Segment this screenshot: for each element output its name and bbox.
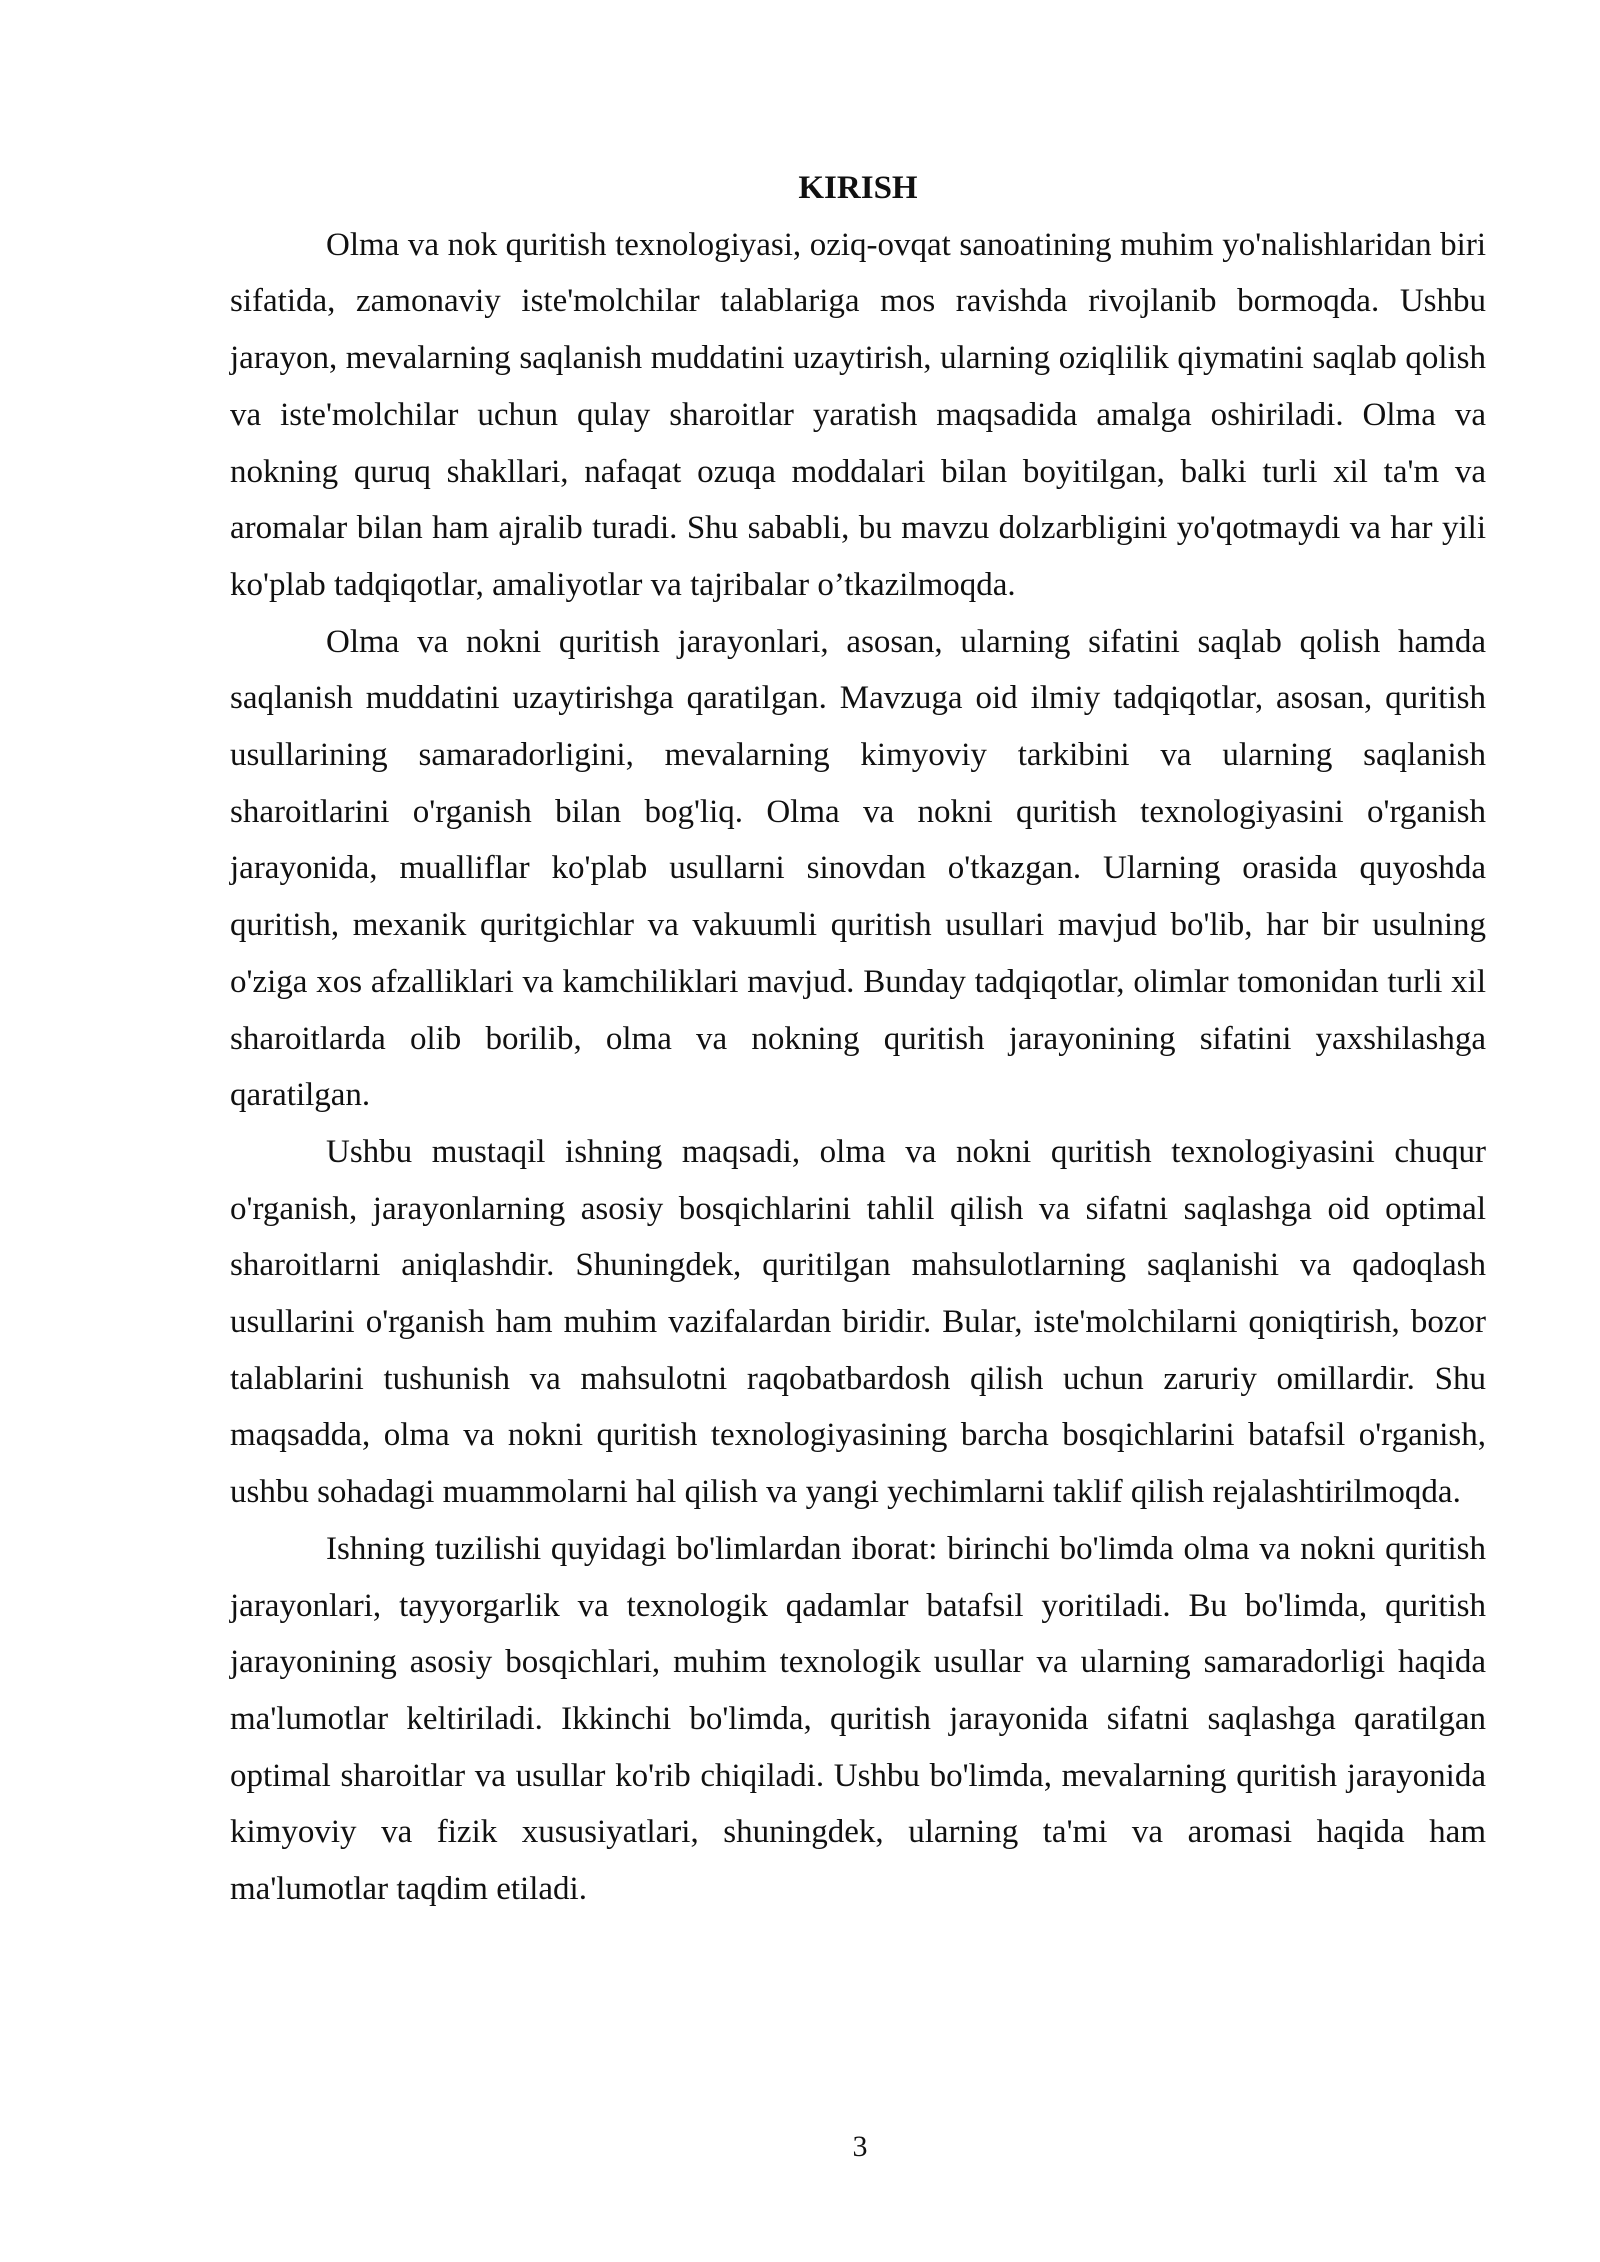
section-heading: KIRISH bbox=[798, 170, 918, 206]
document-page bbox=[230, 160, 1486, 1918]
paragraph-1: Olma va nok quritish texnologiyasi, oziq-ovqat sanoatining muhim yo'nalishlaridan biri sifatida, zamonaviy iste'molchilar talablariga mos ravishda rivojlanib bormoqda. Ushbu jarayon, mevalarning saqlanish muddatini uzaytirish, ularning oziqlilik qiymatini saqlab qolish va iste'molchilar uchun qulay sharoitlar yaratish maqsadida amalga oshiriladi. Olma va nokning quruq shakllari, nafaqat ozuqa moddalari bilan boyitilgan, balki turli xil ta'm va aromalar bilan ham ajralib turadi. Shu sababli, bu mavzu dolzarbligini yo'qotmaydi va har yili ko'plab tadqiqotlar, amaliyotlar va tajribalar o’tkazilmoqda. bbox=[230, 226, 1486, 603]
paragraph-3: Ushbu mustaqil ishning maqsadi, olma va nokni quritish texnologiyasini chuqur o'rganish, jarayonlarning asosiy bosqichlarini tahlil qilish va sifatni saqlashga oid optimal sharoitlarni aniqlashdir. Shuningdek, quritilgan mahsulotlarning saqlanishi va qadoqlash usullarini o'rganish ham muhim vazifalardan biridir. Bular, iste'molchilarni qoniqtirish, bozor talablarini tushunish va mahsulotni raqobatbardosh qilish uchun zaruriy omillardir. Shu maqsadda, olma va nokni quritish texnologiyasining barcha bosqichlarini batafsil o'rganish, ushbu sohadagi muammolarni hal qilish va yangi yechimlarni taklif qilish rejalashtirilmoqda. bbox=[230, 1133, 1486, 1511]
paragraph-4: Ishning tuzilishi quyidagi bo'limlardan iborat: birinchi bo'limda olma va nokni quritish jarayonlari, tayyorgarlik va texnologik qadamlar batafsil yoritiladi. Bu bo'limda, quritish jarayonining asosiy bosqichlari, muhim texnologik usullar va ularning samaradorligi haqida ma'lumotlar keltiriladi. Ikkinchi bo'limda, quritish jarayonida sifatni saqlashga qaratilgan optimal sharoitlar va usullar ko'rib chiqiladi. Ushbu bo'limda, mevalarning quritish jarayonida kimyoviy va fizik xususiyatlari, shuningdek, ularning ta'mi va aromasi haqida ham ma'lumotlar taqdim etiladi. bbox=[230, 1530, 1486, 1908]
page-number-footer bbox=[0, 2130, 1600, 2164]
paragraph-2: Olma va nokni quritish jarayonlari, asosan, ularning sifatini saqlab qolish hamda saqlanish muddatini uzaytirishga qaratilgan. Mavzuga oid ilmiy tadqiqotlar, asosan, quritish usullarining samaradorligini, mevalarning kimyoviy tarkibini va ularning saqlanish sharoitlarini o'rganish bilan bog'liq. Olma va nokni quritish texnologiyasini o'rganish jarayonida, mualliflar ko'plab usullarni sinovdan o'tkazgan. Ularning orasida quyoshda quritish, mexanik quritgichlar va vakuumli quritish usullari mavjud bo'lib, har bir usulning o'ziga xos afzalliklari va kamchiliklari mavjud. Bunday tadqiqotlar, olimlar tomonidan turli xil sharoitlarda olib borilib, olma va nokning quritish jarayonining sifatini yaxshilashga qaratilgan. bbox=[230, 623, 1486, 1114]
page-number: 3 bbox=[852, 2130, 868, 2163]
